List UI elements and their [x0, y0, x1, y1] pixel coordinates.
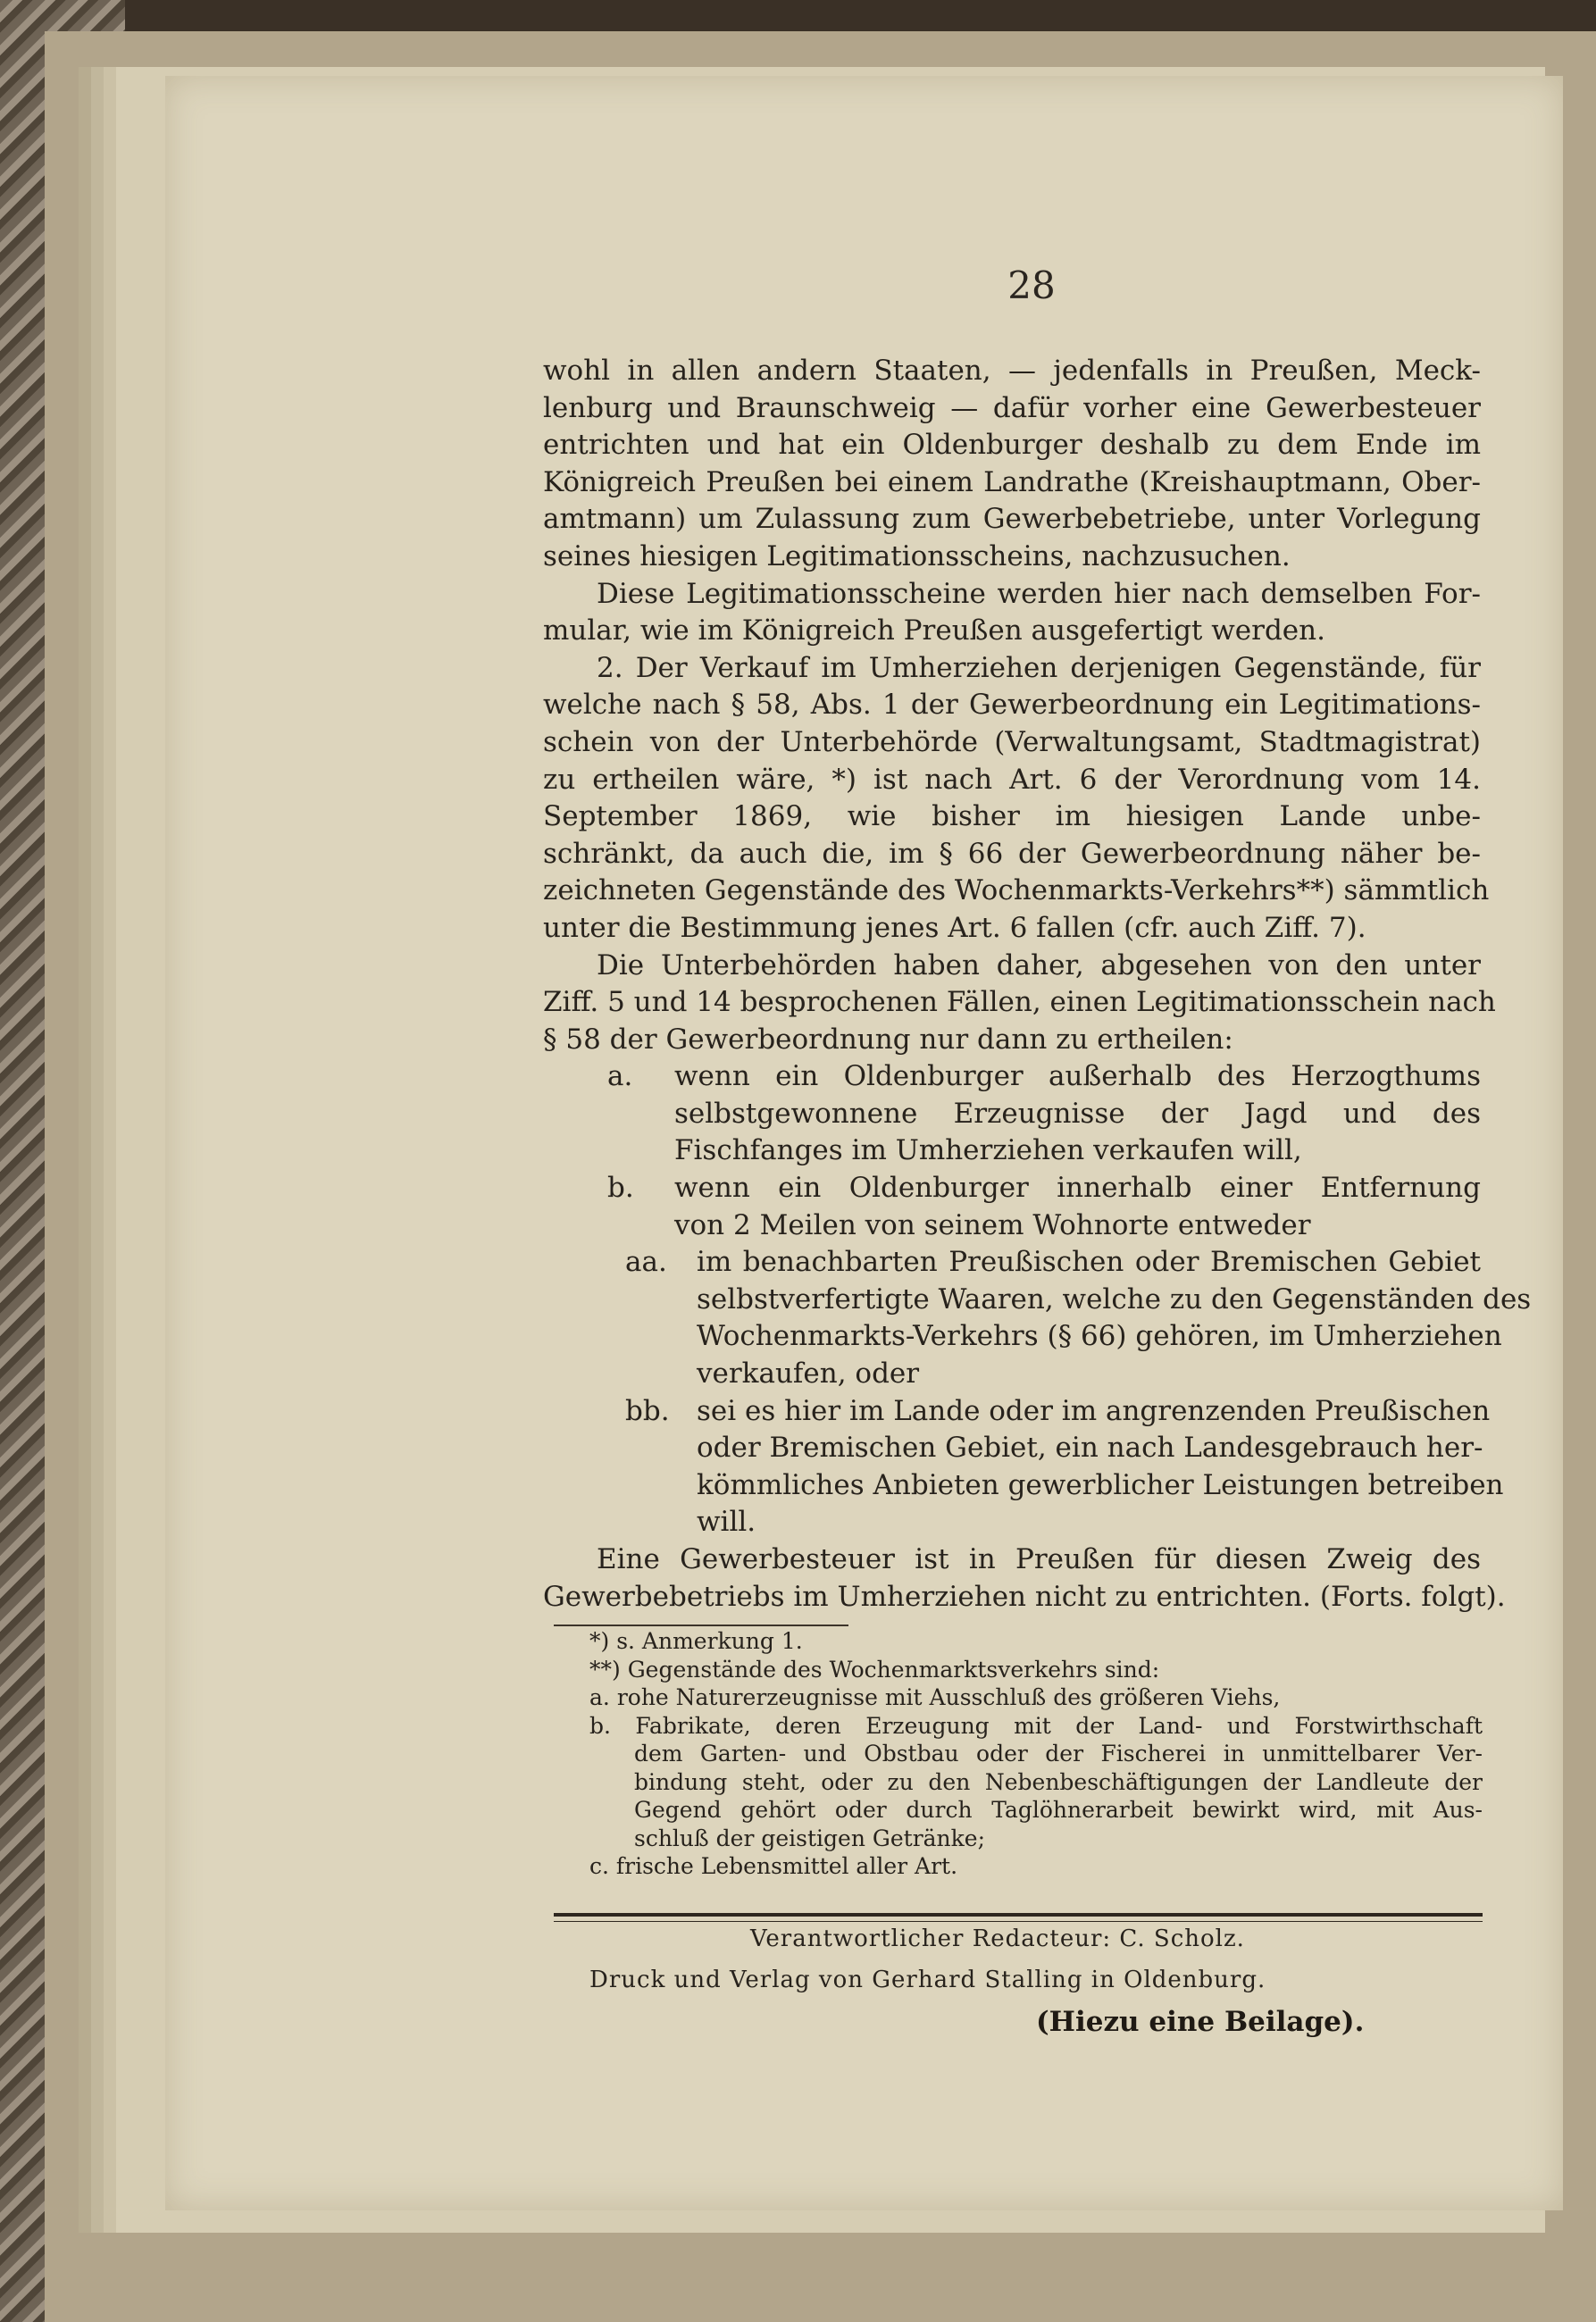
- item-text: wenn ein Oldenburger innerhalb einer Entfernung: [674, 1172, 1481, 1205]
- text-line: September 1869, wie bisher im hiesigen Lande unbe-: [543, 800, 1481, 833]
- text-line: oder Bremischen Gebiet, ein nach Landesgebrauch her-: [697, 1432, 1483, 1465]
- list-item-aa: [543, 1244, 1481, 1282]
- text-line: zeichneten Gegenstände des Wochenmarkts-Verkehrs**) sämmtlich: [543, 874, 1490, 907]
- text-line: selbstgewonnene Erzeugnisse der Jagd und des: [674, 1097, 1481, 1130]
- footnote-line: **) Gegenstände des Wochenmarktsverkehrs sind:: [589, 1656, 1160, 1683]
- list-item-bb: [543, 1393, 1491, 1431]
- page-number: 28: [1007, 263, 1056, 307]
- text-line: § 58 der Gewerbeordnung nur dann zu ertheilen:: [543, 1023, 1233, 1056]
- footnote-line: schluß der geistigen Getränke;: [634, 1825, 986, 1851]
- text-line: Die Unterbehörden haben daher, abgesehen von den unter: [597, 948, 1481, 981]
- text-line: Diese Legitimationsscheine werden hier nach demselben For-: [597, 577, 1481, 610]
- footnote-label: c.: [589, 1853, 609, 1879]
- text-line: Eine Gewerbesteuer ist in Preußen für diesen Zweig des: [597, 1543, 1481, 1575]
- text-line: entrichten und hat ein Oldenburger deshalb zu dem Ende im: [543, 429, 1481, 462]
- supplement-note: (Hiezu eine Beilage).: [1036, 2006, 1365, 2038]
- item-text: sei es hier im Lande oder im angrenzenden Preußischen: [697, 1394, 1491, 1427]
- footnote-item-a: [589, 1683, 1483, 1712]
- text-line: Fischfanges im Umherziehen verkaufen will,: [674, 1134, 1302, 1167]
- text-line: will.: [697, 1506, 756, 1539]
- text-line: lenburg und Braunschweig — dafür vorher eine Gewerbesteuer: [543, 391, 1481, 424]
- text-line: wohl in allen andern Staaten, — jedenfalls in Preußen, Meck-: [543, 355, 1481, 387]
- footnote-item-c: [589, 1852, 1483, 1881]
- text-line: von 2 Meilen von seinem Wohnorte entweder: [674, 1208, 1311, 1241]
- imprint-separator: [554, 1913, 1483, 1922]
- list-item-b: [543, 1170, 1481, 1207]
- text-line: Königreich Preußen bei einem Landrathe (Kreishauptmann, Ober-: [543, 465, 1481, 498]
- footnote-line: dem Garten- und Obstbau oder der Fischerei in unmittelbarer Ver-: [634, 1741, 1483, 1767]
- text-line: welche nach § 58, Abs. 1 der Gewerbeordnung ein Legitimations-: [543, 689, 1481, 722]
- text-line: Wochenmarkts-Verkehrs (§ 66) gehören, im Umherziehen: [697, 1320, 1502, 1353]
- printer-line: Druck und Verlag von Gerhard Stalling in Oldenburg.: [589, 1967, 1266, 1993]
- text-line: zu ertheilen wäre, *) ist nach Art. 6 der Verordnung vom 14.: [543, 763, 1481, 796]
- footnote-text: Fabrikate, deren Erzeugung mit der Land- und Forstwirthschaft: [635, 1712, 1483, 1739]
- footnote-text: frische Lebensmittel aller Art.: [615, 1853, 958, 1879]
- footnote-text: rohe Naturerzeugnisse mit Ausschluß des größeren Viehs,: [616, 1684, 1281, 1710]
- text-line: 2. Der Verkauf im Umherziehen derjenigen Gegenstände, für: [597, 651, 1481, 684]
- item-label: bb.: [625, 1394, 670, 1427]
- item-label: aa.: [625, 1246, 667, 1279]
- item-text: wenn ein Oldenburger außerhalb des Herzogthums: [674, 1060, 1481, 1093]
- footnote-item-b: [589, 1712, 1483, 1741]
- footnote-line: *) s. Anmerkung 1.: [589, 1628, 803, 1654]
- footnotes: [589, 1627, 1483, 1881]
- text-line: unter die Bestimmung jenes Art. 6 fallen (cfr. auch Ziff. 7).: [543, 911, 1366, 944]
- text-line: seines hiesigen Legitimationsscheins, nachzusuchen.: [543, 539, 1291, 572]
- text-line: Gewerbebetriebs im Umherziehen nicht zu entrichten. (Forts. folgt).: [543, 1580, 1506, 1613]
- footnote-label: a.: [589, 1684, 610, 1710]
- footnote-line: bindung steht, oder zu den Nebenbeschäftigungen der Landleute der: [634, 1768, 1483, 1795]
- footnote-label: b.: [589, 1712, 611, 1739]
- list-item-a: [543, 1058, 1481, 1096]
- text-line: selbstverfertigte Waaren, welche zu den Gegenständen des: [697, 1282, 1532, 1316]
- text-line: schein von der Unterbehörde (Verwaltungsamt, Stadtmagistrat): [543, 725, 1481, 758]
- item-text: im benachbarten Preußischen oder Bremischen Gebiet: [697, 1246, 1481, 1279]
- text-line: mular, wie im Königreich Preußen ausgefertigt werden.: [543, 614, 1325, 647]
- footnote-separator: [554, 1625, 848, 1626]
- text-line: amtmann) um Zulassung zum Gewerbebetriebe, unter Vorlegung: [543, 503, 1481, 536]
- text-line: verkaufen, oder: [697, 1357, 920, 1391]
- item-label: b.: [607, 1172, 634, 1205]
- text-line: schränkt, da auch die, im § 66 der Gewerbeordnung näher be-: [543, 837, 1481, 870]
- editor-line: Verantwortlicher Redacteur: C. Scholz.: [750, 1925, 1245, 1952]
- text-line: kömmliches Anbieten gewerblicher Leistungen betreiben: [697, 1468, 1504, 1501]
- item-label: a.: [607, 1060, 633, 1093]
- text-line: Ziff. 5 und 14 besprochenen Fällen, einen Legitimationsschein nach: [543, 986, 1496, 1019]
- body-text: [543, 353, 1532, 1616]
- footnote-line: Gegend gehört oder durch Taglöhnerarbeit bewirkt wird, mit Aus-: [634, 1797, 1483, 1823]
